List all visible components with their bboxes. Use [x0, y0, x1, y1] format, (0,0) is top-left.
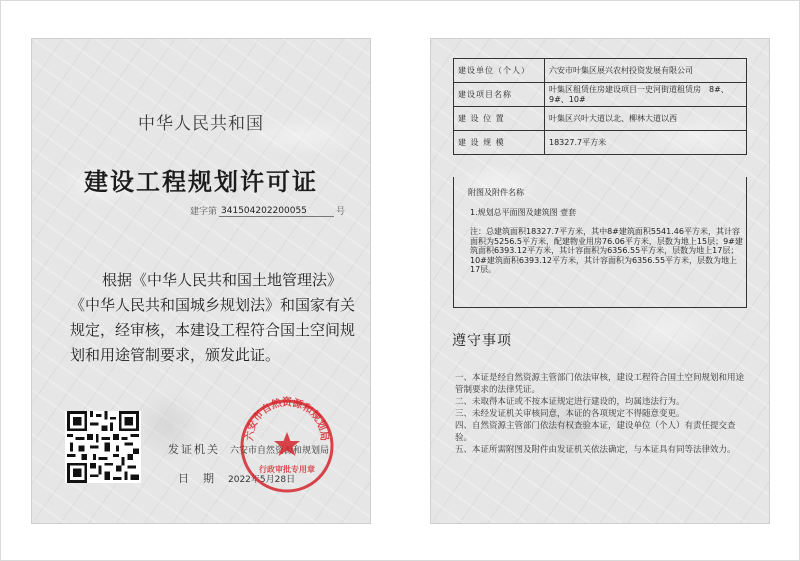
official-seal-icon [237, 396, 337, 496]
country-name: 中华人民共和国 [138, 114, 264, 134]
row-label: 建 设 规 模 [454, 131, 545, 155]
list-item: 二、未取得本证或不按本证规定进行建设的，均属违法行为。 [455, 397, 685, 407]
row-value: 18327.7平方米 [545, 131, 747, 155]
list-item: 四、自然资源主管部门依法有权查验本证，建设单位（个人）有责任提交查验。 [455, 421, 736, 443]
table-row [454, 131, 747, 155]
certificate-title: 建设工程规划许可证 [84, 168, 318, 196]
row-value: 叶集区租赁住房建设项目一史河街道租赁房 8#、9#、10# [545, 83, 747, 107]
issue-date: 2022年5月28日 [228, 475, 296, 485]
svg-text:行政审批专用章: 行政审批专用章 [259, 465, 315, 474]
table-row [454, 107, 747, 131]
cert-no-suffix: 号 [336, 207, 346, 217]
certificate-front-page [32, 39, 370, 523]
issuer-value: 六安市自然资源和规划局 [230, 446, 330, 456]
attachments-title: 附图及附件名称 [468, 188, 524, 197]
attachments-box [453, 177, 747, 308]
row-value: 叶集区兴叶大道以北、柳林大道以西 [545, 107, 747, 131]
row-label: 建 设 位 置 [454, 107, 545, 131]
list-item: 五、本证所需附图及附件由发证机关依法确定，与本证具有同等法律效力。 [455, 445, 736, 455]
project-info-table [453, 58, 747, 155]
certificate-number-row [190, 204, 345, 217]
cert-no-prefix: 建字第 [190, 207, 218, 217]
certificate-back-page [431, 39, 769, 523]
certificate-statement: 根据《中华人民共和国土地管理法》《中华人民共和国城乡规划法》和国家有关规定，经审核，本建设工程符合国土空间规划和用途管制要求，颁发此证。 [70, 271, 356, 364]
qr-code-icon [65, 411, 141, 483]
certificate-number: 341504202200055 [219, 206, 334, 217]
svg-text:六安市自然资源和规划局: 六安市自然资源和规划局 [244, 397, 330, 442]
notice-list [455, 372, 751, 456]
table-row [454, 59, 747, 83]
attachment-item: 1.规划总平面图及建筑图 壹套 [470, 208, 577, 217]
list-item: 三、未经发证机关审核同意，本证的各项规定不得随意变更。 [455, 409, 685, 419]
date-label: 日期 [178, 472, 228, 485]
row-value: 六安市叶集区展兴农村投资发展有限公司 [545, 59, 747, 83]
list-item: 一、本证是经自然资源主管部门依法审核，建设工程符合国土空间规划和用途管制要求的法律凭证。 [455, 373, 745, 395]
table-row [454, 83, 747, 107]
notice-title: 遵守事项 [452, 333, 512, 349]
row-label: 建设项目名称 [454, 83, 545, 107]
row-label: 建设单位（个人） [454, 59, 545, 83]
issuer-label: 发证机关 [168, 443, 220, 456]
attachment-note: 注：总建筑面积18327.7平方米，其中8#建筑面积5541.46平方米，其计容面积为5256.5平方米，配建物业用房76.06平方米，层数为地上15层；9#建筑面积6393.12平方米，其计容面积为6356.55平方米，层数为地上17层；10#建筑面积6393.12平方米，其计容面积为6356.55平方米，层数为地上17层。 [470, 227, 743, 274]
